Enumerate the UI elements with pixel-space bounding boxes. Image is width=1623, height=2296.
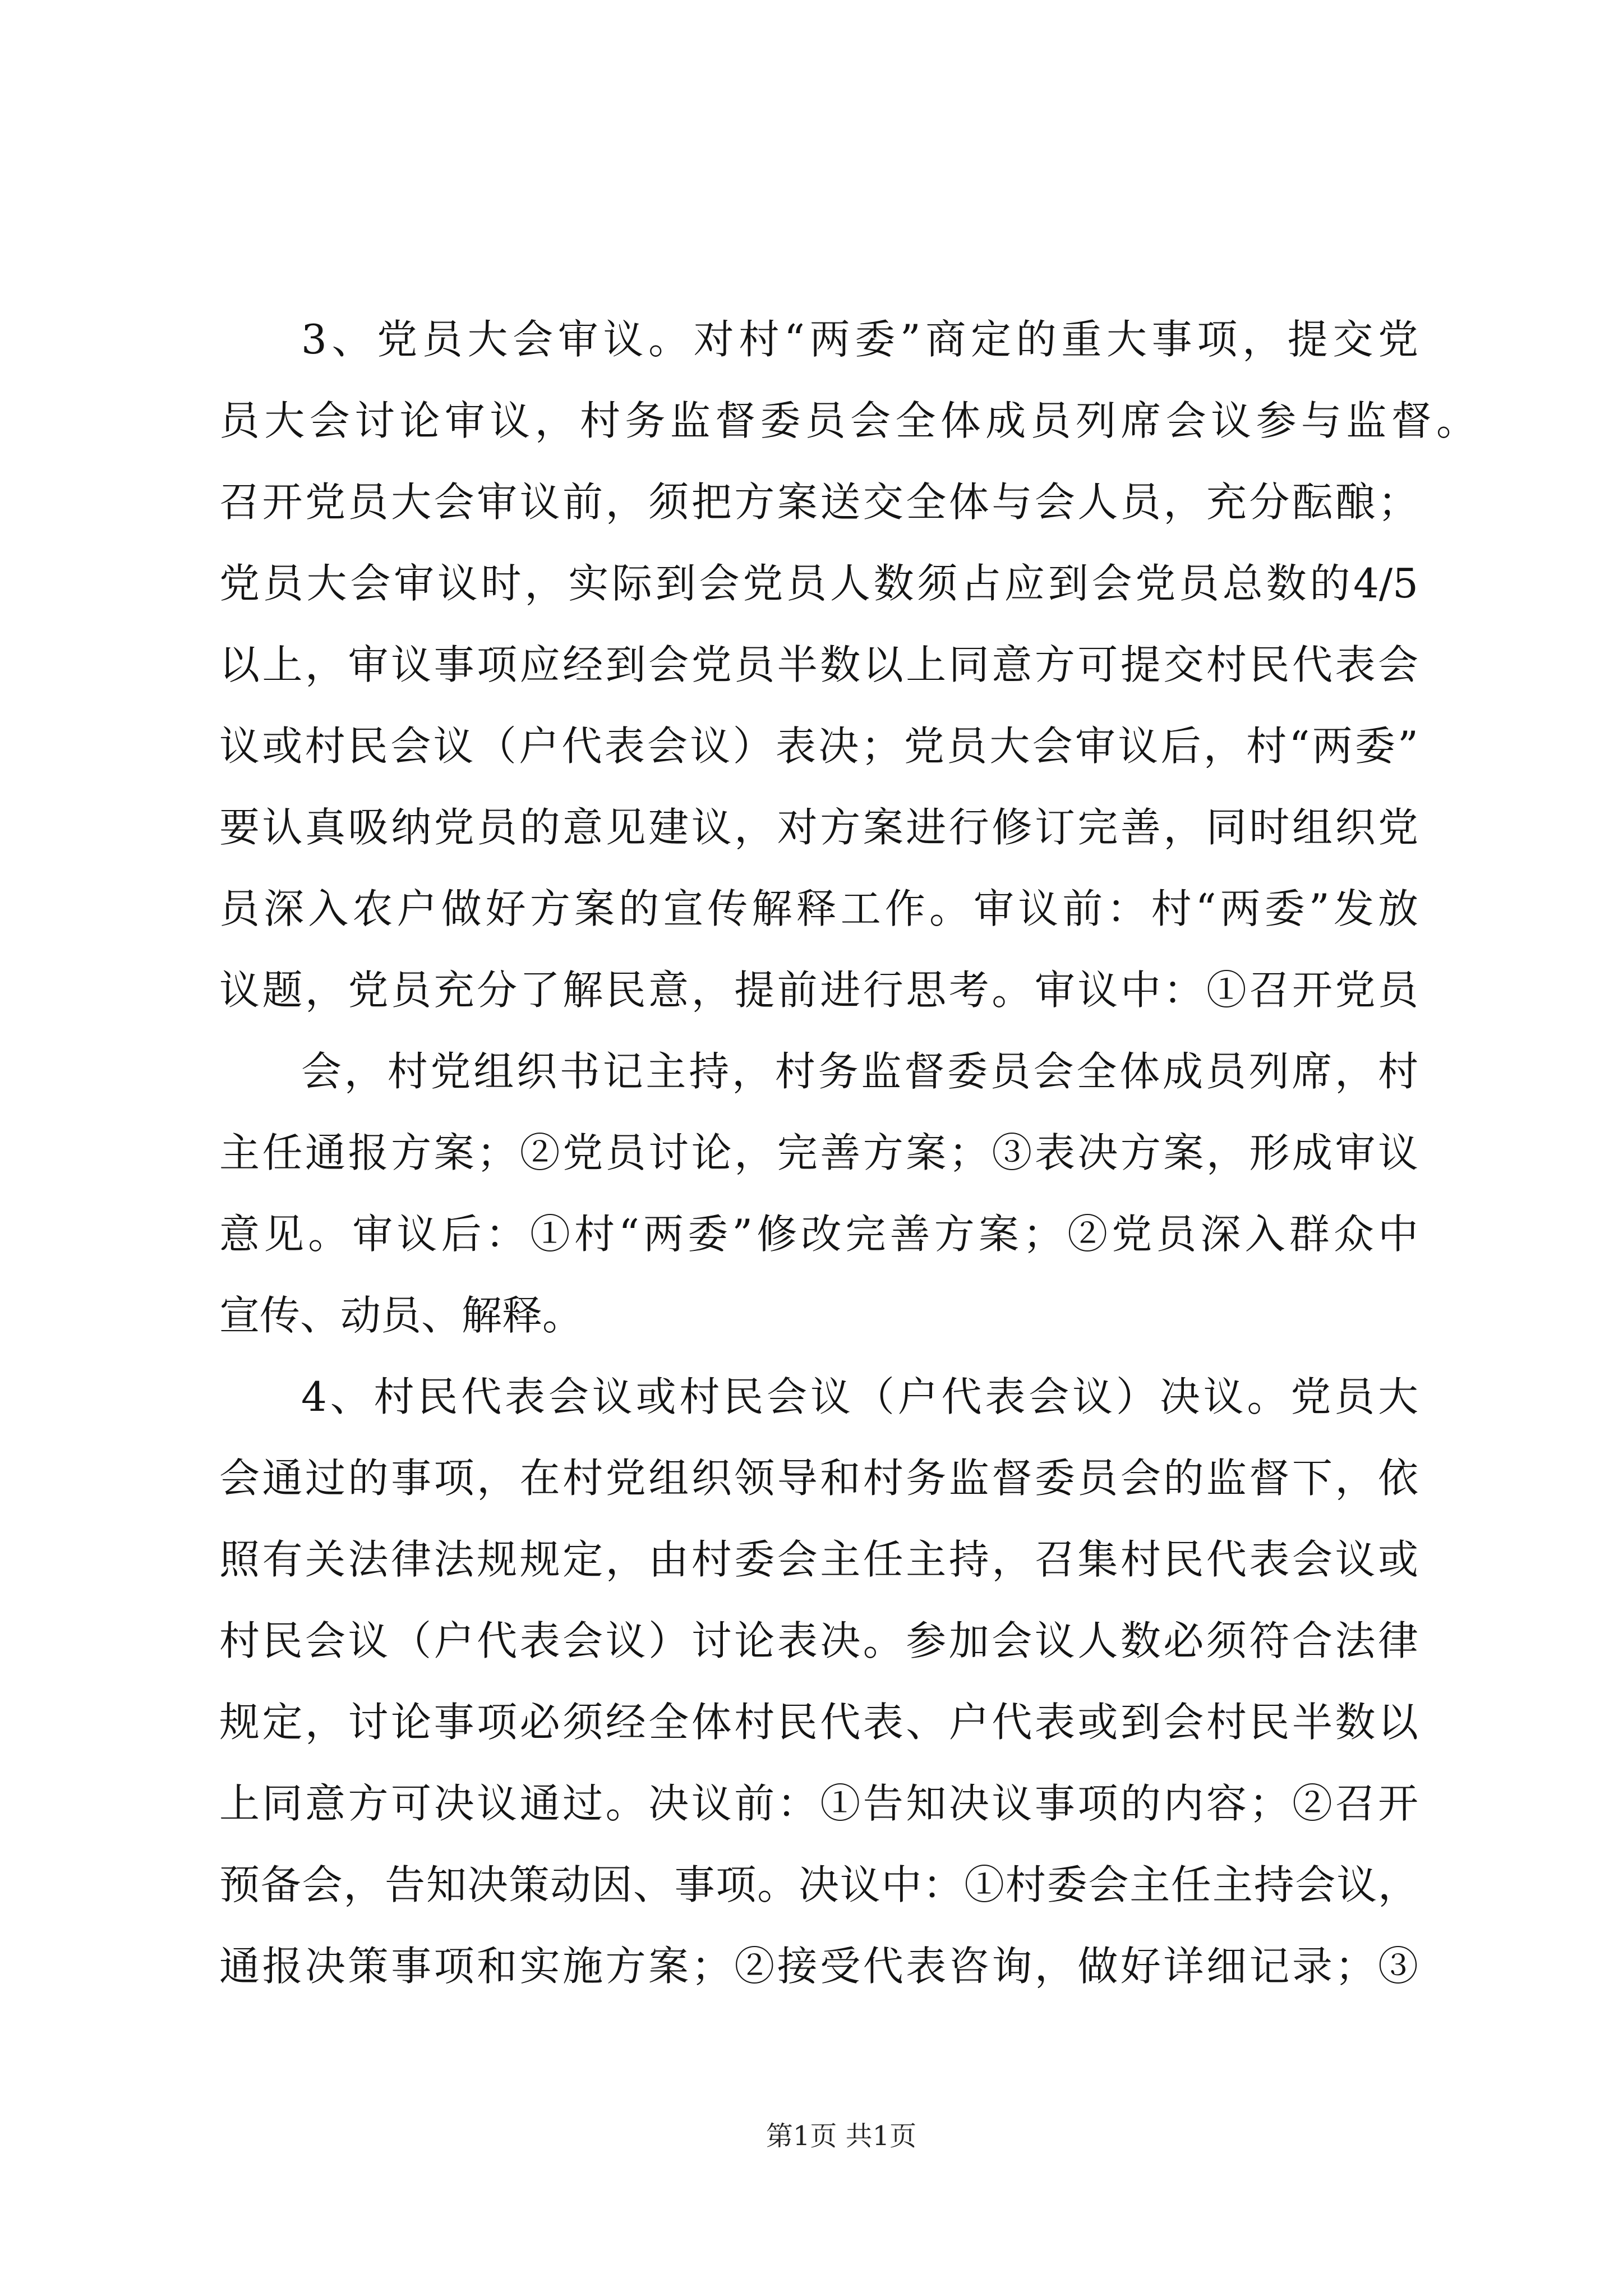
text-line: 员大会讨论审议，村务监督委员会全体成员列席会议参与监督。	[219, 397, 1477, 444]
text-line: 议或村民会议（户代表会议）表决；党员大会审议后，村“两委”	[219, 723, 1418, 770]
text-line: 党员大会审议时，实际到会党员人数须占应到会党员总数的4/5	[219, 560, 1418, 607]
document-body	[219, 299, 1477, 2007]
text-line: 会通过的事项，在村党组织领导和村务监督委员会的监督下，依	[219, 1455, 1418, 1502]
text-line: 照有关法律法规规定，由村委会主任主持，召集村民代表会议或	[219, 1536, 1418, 1583]
text-line: 会，村党组织书记主持，村务监督委员会全体成员列席，村	[301, 1048, 1418, 1095]
text-line: 以上，审议事项应经到会党员半数以上同意方可提交村民代表会	[219, 641, 1418, 688]
text-line: 通报决策事项和实施方案；②接受代表咨询，做好详细记录；③	[219, 1943, 1418, 1990]
text-line: 4、村民代表会议或村民会议（户代表会议）决议。党员大	[301, 1373, 1418, 1420]
text-line: 意见。审议后：①村“两委”修改完善方案；②党员深入群众中	[219, 1211, 1418, 1258]
text-line: 员深入农户做好方案的宣传解释工作。审议前：村“两委”发放	[219, 885, 1418, 932]
text-line: 村民会议（户代表会议）讨论表决。参加会议人数必须符合法律	[219, 1617, 1418, 1664]
page-footer: 第1页 共1页	[766, 2120, 917, 2152]
text-line: 议题，党员充分了解民意，提前进行思考。审议中：①召开党员	[219, 967, 1418, 1014]
text-line: 3、党员大会审议。对村“两委”商定的重大事项，提交党	[301, 316, 1418, 363]
text-line: 召开党员大会审议前，须把方案送交全体与会人员，充分酝酿；	[219, 478, 1418, 526]
text-line: 规定，讨论事项必须经全体村民代表、户代表或到会村民半数以	[219, 1699, 1418, 1746]
text-line: 预备会，告知决策动因、事项。决议中：①村委会主任主持会议，	[219, 1861, 1418, 1908]
text-line: 要认真吸纳党员的意见建议，对方案进行修订完善，同时组织党	[219, 804, 1418, 851]
text-line: 宣传、动员、解释。	[219, 1292, 583, 1339]
text-line: 上同意方可决议通过。决议前：①告知决议事项的内容；②召开	[219, 1780, 1418, 1827]
text-line: 主任通报方案；②党员讨论，完善方案；③表决方案，形成审议	[219, 1129, 1418, 1176]
